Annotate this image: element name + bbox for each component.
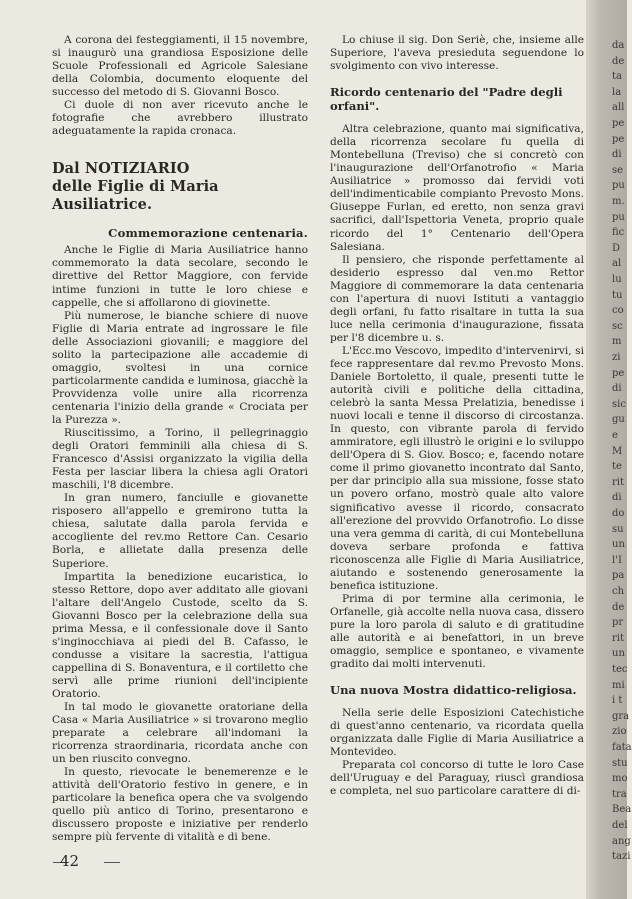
edge-text-fragment: gu <box>612 414 625 426</box>
adjacent-page-edge <box>586 0 632 899</box>
right-column <box>330 34 584 798</box>
edge-text-fragment: pe <box>612 133 625 145</box>
intro-paragraph: Ci duole di non aver ricevuto anche le fotografie che avrebbero illustrato adeguatamente la rapida cronaca. <box>52 99 308 138</box>
edge-text-fragment: m. <box>612 196 625 207</box>
edge-text-fragment: all <box>612 102 625 114</box>
edge-text-fragment: pu <box>612 180 625 192</box>
edge-text-fragment: da <box>612 40 625 51</box>
edge-text-fragment: lu <box>612 274 622 285</box>
section1-title: Ricordo centenario del "Padre degli orfani". <box>330 85 563 114</box>
edge-text-fragment: di <box>612 492 622 504</box>
paragraph: L'Ecc.mo Vescovo, impedito d'intervenirvi, si fece rappresentare dal rev.mo Prevosto Mons. Daniele Bortoletto, il quale, presenti tutte le autorità civili e politiche della cittadina, celebrò la santa Messa Prelatizia, benedisse i nuovi locali e tenne il discorso di circostanza. In questo, con vibrante parola di fervido ammiratore, egli illustrò le origini e lo sviluppo dell'Opera di S. Giov. Bosco; e, facendo notare come il primo giovanetto incontrato dal Santo, per dar principio alla sua missione, fosse stato un povero orfano, mostrò quale alto valore significativo avesse il ricordo, consacrato all'erezione del provvido Orfanotrofio. Lo disse una vera gemma di carità, di cui Montebelluna doveva serbare profonda e fattiva riconoscenza alle Figlie di Maria Ausiliatrice, aiutando e sostenendo generosamente la benefica istituzione. <box>330 344 584 592</box>
left-column <box>52 34 308 845</box>
edge-text-fragment: di <box>612 149 622 161</box>
edge-text-fragment: ch <box>612 586 625 597</box>
edge-text-fragment: la <box>612 86 622 98</box>
edge-text-fragment: al <box>612 258 622 270</box>
paragraph: Riuscitissimo, a Torino, il pellegrinaggio degli Oratori femminili alla chiesa di S. Francesco d'Assisi organizzato la vigilia della Festa per lasciar libera la chiesa agli Oratori maschili, l'8 dicembre. <box>52 427 308 492</box>
edge-text-fragment: gra <box>612 710 630 722</box>
paragraph: Impartita la benedizione eucaristica, lo stesso Rettore, dopo aver additato alle giovani l'altare dell'Angelo Custode, scelto da S. Giovanni Bosco per la celebrazione della sua prima Messa, e il confessionale dove il Santo s'inginocchiava ai piedi del B. Cafasso, le condusse a visitare la sacrestia, l'attigua cappellina di S. Bonaventura, e il cortiletto che servì alle prime riunioni dell'incipiente Oratorio. <box>52 570 308 700</box>
edge-text-fragment: pr <box>612 617 624 629</box>
edge-text-fragment: un <box>612 539 625 551</box>
edge-text-fragment: ang <box>612 835 631 847</box>
edge-text-fragment: D <box>612 242 621 254</box>
section2-title: Una nuova Mostra didattico-religiosa. <box>330 683 577 698</box>
edge-text-fragment: pe <box>612 118 625 129</box>
edge-text-fragment: l'I <box>612 554 622 566</box>
edge-text-fragment: e <box>612 430 618 441</box>
edge-text-fragment: rit <box>612 476 624 488</box>
edge-text-fragment: co <box>612 305 624 317</box>
edge-text-fragment: tec <box>612 664 628 675</box>
paragraph: Nella serie delle Esposizioni Catechistiche di quest'anno centenario, va ricordata quella organizzata dalle Figlie di Maria Ausiliatrice a Montevideo. <box>330 707 584 759</box>
edge-text-fragment: de <box>612 55 625 67</box>
edge-text-fragment: mo <box>612 773 628 785</box>
edge-text-fragment: sic <box>612 398 626 410</box>
edge-text-fragment: mi <box>612 679 625 691</box>
edge-text-fragment: i t <box>612 695 623 707</box>
edge-text-fragment: tra <box>612 788 627 800</box>
intro-paragraph: A corona dei festeggiamenti, il 15 novembre, si inaugurò una grandiosa Esposizione delle Scuole Professionali ed Agricole Salesiane della Colombia, documento eloquente del successo del metodo di S. Giovanni Bosco. <box>52 34 308 99</box>
paragraph: In questo, rievocate le benemerenze e le attività dell'Oratorio festivo in genere, e in particolare la benefica opera che va svolgendo quello più antico di Torino, presentarono e discussero proposte e iniziative per renderlo sempre più fervente di vitalità e di bene. <box>52 766 308 844</box>
edge-text-fragment: de <box>612 601 625 613</box>
paragraph: In tal modo le giovanette oratoriane della Casa « Maria Ausiliatrice » si trovarono meglio preparate a celebrare all'indomani la ricorrenza straordinaria, ricordata anche con un ben riuscito convegno. <box>52 701 308 766</box>
section-title <box>52 160 308 214</box>
paragraph: Prima di por termine alla cerimonia, le Orfanelle, già accolte nella nuova casa, dissero pure la loro parola di saluto e di gratitudine alle autorità e ai benefattori, in un breve omaggio, semplice e spontaneo, e vivamente gradito dai molti intervenuti. <box>330 592 584 671</box>
edge-text-fragment: te <box>612 461 622 473</box>
edge-text-fragment: zio <box>612 726 627 738</box>
paragraph: In gran numero, fanciulle e giovanette risposero all'appello e gremirono tutta la chiesa, salutate dalla parola fervida e accogliente del rev.mo Rettore Can. Cesario Borla, e allietate dalla presenza delle Superiore. <box>52 492 308 570</box>
subsection-title: Commemorazione centenaria. <box>108 226 308 241</box>
edge-text-fragment: di <box>612 383 622 395</box>
edge-text-fragment: sc <box>612 320 623 332</box>
opening-paragraph: Lo chiuse il sig. Don Seriè, che, insieme alle Superiore, l'aveva presieduta seguendone lo svolgimento con vivo interesse. <box>330 34 584 73</box>
edge-text-fragment: m <box>612 336 622 348</box>
paragraph: Il pensiero, che risponde perfettamente al desiderio espresso dal ven.mo Rettor Maggiore di commemorare la data centenaria con l'apertura di nuovi Istituti a vantaggio degli orfani, fu fatto risaltare in tutta la sua luce nella cerimonia d'inaugurazione, fissata per l'8 dicembre u. s. <box>330 253 584 344</box>
edge-text-fragment: se <box>612 164 624 176</box>
paragraph: Preparata col concorso di tutte le loro Case dell'Uruguay e del Paraguay, riuscì grandiosa e completa, nel suo particolare carattere di di- <box>330 759 584 798</box>
edge-text-fragment: su <box>612 523 624 535</box>
paragraph: Anche le Figlie di Maria Ausiliatrice hanno commemorato la data secolare, secondo le direttive del Rettor Maggiore, con fervide intime funzioni in tutte le loro chiese e cappelle, che si affollarono di giovinette. <box>52 244 308 309</box>
page-number: 42 <box>60 852 80 870</box>
edge-text-fragment: stu <box>612 757 628 769</box>
edge-text-fragment: tazi <box>612 851 631 863</box>
section-title-line1: Dal NOTIZIARIO <box>52 160 190 178</box>
paragraph: Più numerose, le bianche schiere di nuove Figlie di Maria entrate ad ingrossare le file delle Associazioni giovanili; e maggiore del solito la partecipazione alle accademie di omaggio, svoltesi in una cornice particolarmente candida e luminosa, giacchè la Provvidenza volle unire alla ricorrenza centenaria l'inizio della grande « Crociata per la Purezza ». <box>52 309 308 426</box>
edge-text-fragment: del <box>612 820 628 831</box>
edge-text-fragment: tu <box>612 289 623 301</box>
page-number-dash-right <box>104 862 120 863</box>
section-title-line2: delle Figlie di Maria Ausiliatrice. <box>52 178 219 214</box>
edge-text-fragment: fic <box>612 227 625 239</box>
edge-text-fragment: zi <box>612 352 621 363</box>
edge-text-fragment: pe <box>612 367 625 379</box>
edge-text-fragment: rit <box>612 632 624 644</box>
paragraph: Altra celebrazione, quanto mai significativa, della ricorrenza secolare fu quella di Montebelluna (Treviso) che si concretò con l'inaugurazione dell'Orfanotrofio « Maria Ausiliatrice » promosso dai fervidi voti dell'indimenticabile compianto Prevosto Mons. Giuseppe Furlan, ed eretto, non senza gravi sacrifici, dall'Ispettoria Veneta, proprio quale ricordo del 1° Centenario dell'Opera Salesiana. <box>330 123 584 253</box>
edge-text-fragment: ta <box>612 71 622 83</box>
edge-text-fragment: pa <box>612 570 625 582</box>
edge-text-fragment: pu <box>612 211 625 223</box>
edge-text-fragment: M <box>612 445 623 457</box>
edge-text-fragment: fata <box>612 742 632 753</box>
edge-text-fragment: do <box>612 508 625 519</box>
edge-text-fragment: Bea <box>612 804 632 816</box>
edge-text-fragment: un <box>612 648 625 660</box>
